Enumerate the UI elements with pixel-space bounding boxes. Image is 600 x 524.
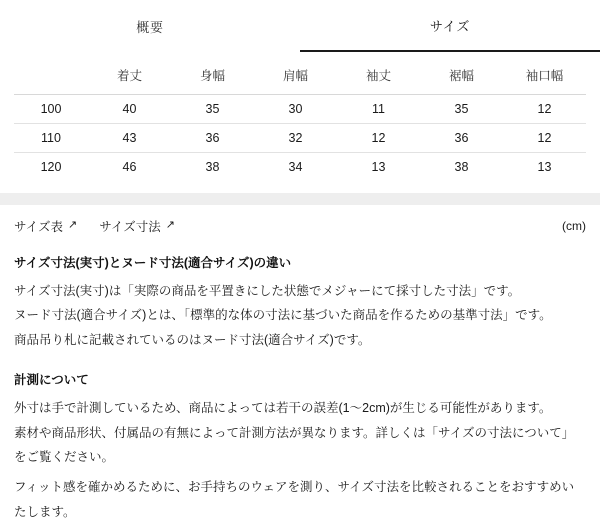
table-row (14, 124, 586, 153)
size-chart-link-label: サイズ表 (14, 220, 64, 234)
tab-size-label: サイズ (429, 18, 471, 34)
info-content (0, 253, 600, 524)
table-cell: 11 (337, 95, 420, 124)
size-table (14, 52, 586, 181)
table-cell: 12 (337, 124, 420, 153)
size-table-container (0, 52, 600, 181)
table-cell: 43 (88, 124, 171, 153)
column-header: 身幅 (199, 69, 225, 83)
section-paragraph: 外寸は手で計測しているため、商品によっては若干の誤差(1〜2cm)が生じる可能性があります。 (14, 401, 552, 416)
section-paragraph: 素材や商品形状、付属品の有無によって計測方法が異なります。詳しくは「サイズの寸法について」をご覧ください。 (14, 425, 575, 464)
row-size-label: 110 (14, 124, 88, 153)
table-cell: 35 (171, 95, 254, 124)
table-cell: 32 (254, 124, 337, 153)
column-header: 着丈 (116, 69, 142, 83)
table-cell: 13 (337, 153, 420, 182)
table-cell: 34 (254, 153, 337, 182)
table-cell: 46 (88, 153, 171, 182)
tab-overview-label: 概要 (136, 19, 164, 35)
size-measurement-link-label: サイズ寸法 (99, 220, 161, 234)
table-cell: 12 (503, 95, 586, 124)
size-links-row (0, 205, 600, 235)
column-header: 裾幅 (448, 69, 474, 83)
section-paragraph: 商品吊り札に記載されているのはヌード寸法(適合サイズ)です。 (14, 332, 371, 347)
row-size-label: 120 (14, 153, 88, 182)
external-link-arrow-icon: ↗ (165, 218, 175, 231)
table-cell: 12 (503, 124, 586, 153)
section-title: サイズ寸法(実寸)とヌード寸法(適合サイズ)の違い (14, 256, 292, 270)
table-cell: 40 (88, 95, 171, 124)
table-row (14, 95, 586, 124)
column-header: 肩幅 (282, 69, 308, 83)
column-header: 袖丈 (365, 69, 391, 83)
table-cell: 35 (420, 95, 503, 124)
size-chart-link[interactable] (14, 217, 77, 235)
tab-bar (0, 0, 600, 52)
section-paragraph: ヌード寸法(適合サイズ)とは、「標準的な体の寸法に基づいた商品を作るための基準寸法」です。 (14, 308, 552, 323)
section-paragraph: フィット感を確かめるために、お手持ちのウェアを測り、サイズ寸法を比較されることをおすすめいたします。 (14, 480, 575, 519)
section-title: 計測について (14, 373, 89, 388)
table-row (14, 153, 586, 182)
unit-note: (cm) (562, 219, 586, 233)
tab-size[interactable] (300, 0, 600, 52)
table-cell: 36 (171, 124, 254, 153)
table-header-row (14, 52, 586, 95)
table-cell: 38 (420, 153, 503, 182)
table-cell: 13 (503, 153, 586, 182)
size-measurement-link[interactable] (99, 217, 175, 235)
table-cell: 36 (420, 124, 503, 153)
section-measurement (14, 370, 586, 524)
column-header: 袖口幅 (525, 69, 564, 83)
table-corner-cell (14, 52, 88, 95)
external-link-arrow-icon: ↗ (68, 218, 78, 231)
tab-overview[interactable] (0, 0, 300, 52)
row-size-label: 100 (14, 95, 88, 124)
section-size-definition (14, 253, 586, 352)
section-paragraph: サイズ寸法(実寸)は「実際の商品を平置きにした状態でメジャーにて採寸した寸法」です。 (14, 284, 521, 298)
table-cell: 38 (171, 153, 254, 182)
section-divider (0, 193, 600, 205)
table-cell: 30 (254, 95, 337, 124)
